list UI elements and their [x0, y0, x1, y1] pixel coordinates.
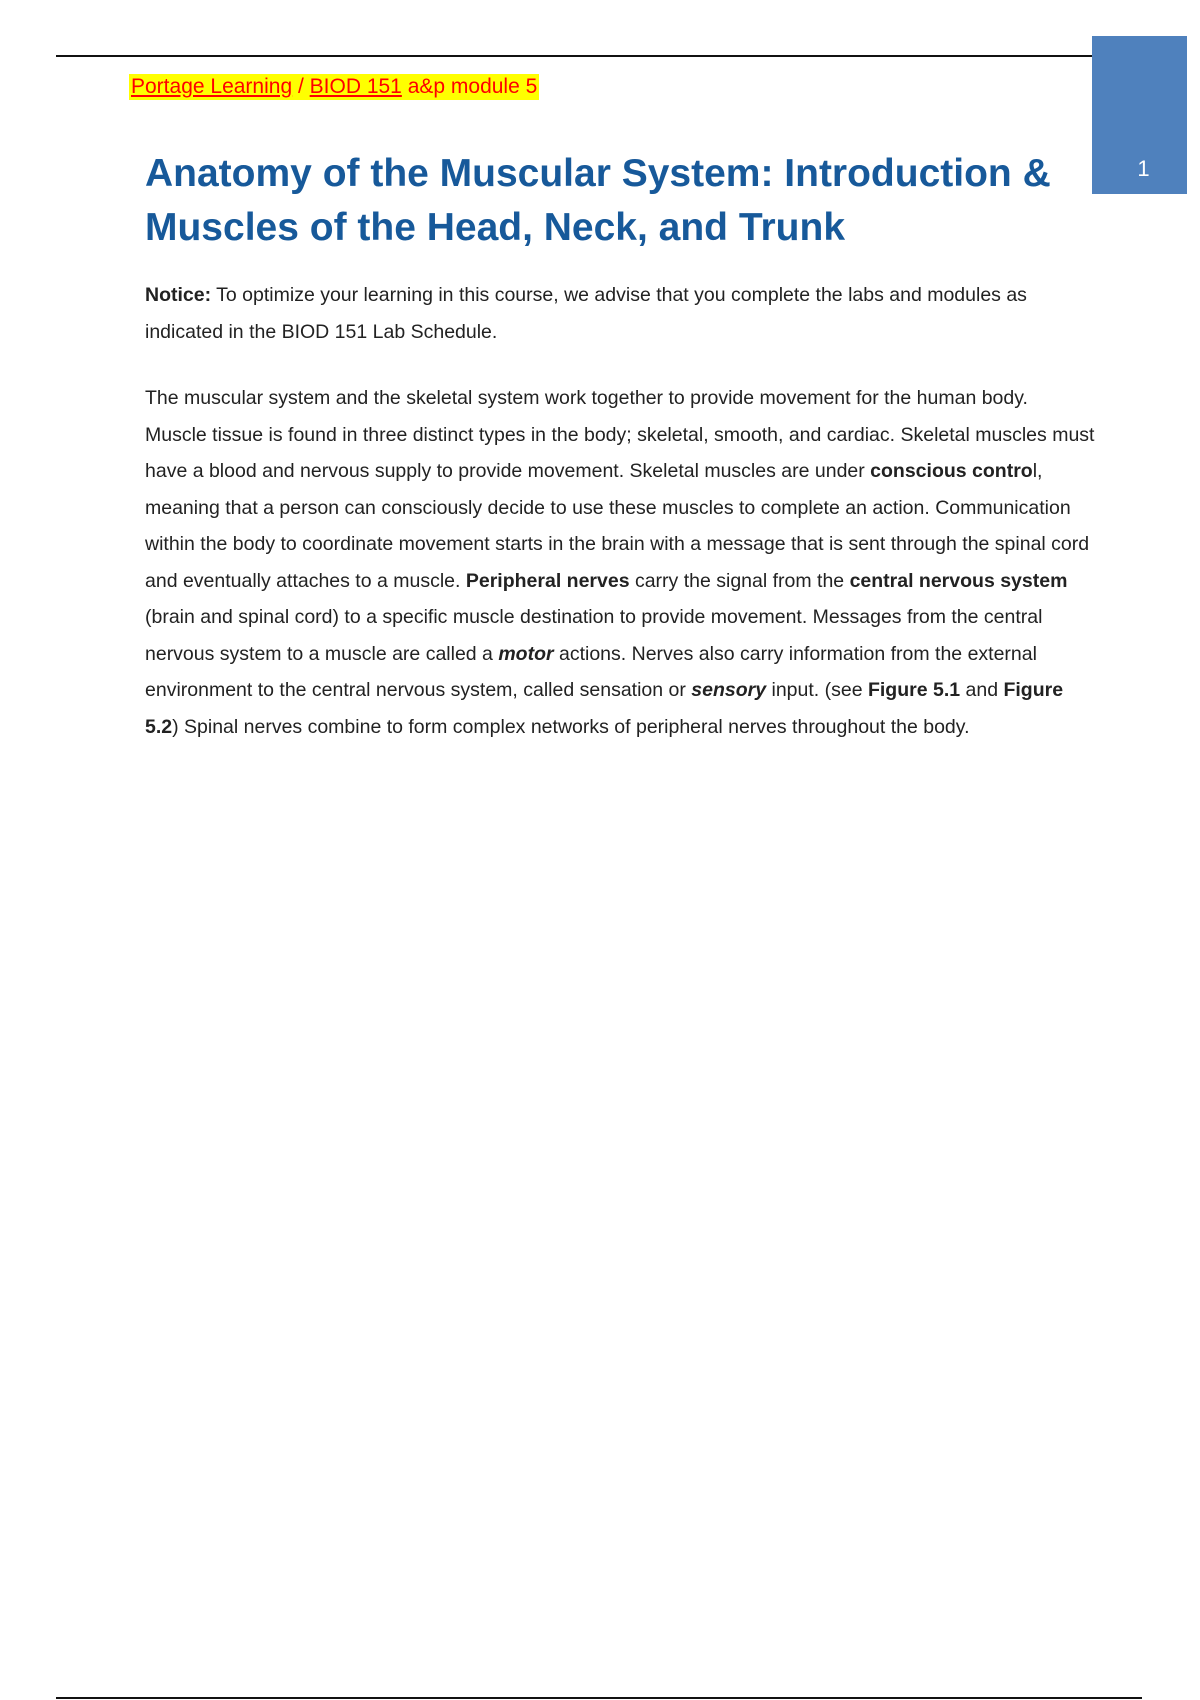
intro-text-5: actions. Nerves also carry information from the external environment to the central nervous system, called sensation or	[145, 642, 1037, 701]
intro-paragraph	[145, 380, 1095, 745]
breadcrumb-module-label: a&p module 5	[401, 75, 538, 98]
notice-paragraph	[145, 277, 1095, 350]
term-peripheral-nerves: Peripheral nerves	[465, 569, 630, 592]
page-title	[145, 147, 1095, 255]
figure-ref-5-1: Figure 5.1	[867, 679, 961, 701]
breadcrumb-separator: /	[292, 75, 310, 98]
term-motor: motor	[498, 642, 554, 665]
document-body	[145, 277, 1095, 745]
intro-text-6: input. (see	[766, 679, 868, 701]
header-rule	[56, 55, 1092, 57]
breadcrumb	[129, 74, 539, 100]
intro-text-1: The muscular system and the skeletal system work together to provide movement for the human body. Muscle tissue is found in three distinct types in the body; skeletal, smooth, and cardiac. Skeletal muscles must have a blood and nervous supply to provide movement. Skeletal muscles are under	[145, 387, 1095, 482]
breadcrumb-link-portage-learning[interactable]: Portage Learning	[131, 75, 293, 98]
intro-text-7: and	[960, 679, 1004, 701]
intro-text-3: carry the signal from the	[629, 569, 850, 592]
page-number: 1	[1137, 156, 1150, 181]
breadcrumb-link-biod-151[interactable]: BIOD 151	[309, 75, 402, 98]
notice-text: To optimize your learning in this course, we advise that you complete the labs and modules as indicated in the BIOD 151 Lab Schedule.	[145, 284, 1027, 343]
term-conscious-control: conscious contro	[870, 460, 1033, 482]
intro-text-4: (brain and spinal cord) to a specific muscle destination to provide movement. Messages from the central nervous system to a muscle are called a	[145, 606, 1043, 665]
footer-rule	[56, 1697, 1142, 1699]
page-title-line-2: Muscles of the Head, Neck, and Trunk	[145, 206, 846, 249]
figure-ref-5-2: Figure 5.2	[145, 679, 1064, 738]
page-number-tab	[1092, 36, 1187, 194]
intro-text-8: ) Spinal nerves combine to form complex networks of peripheral nerves throughout the body.	[172, 715, 970, 738]
term-central-nervous-system: central nervous system	[849, 569, 1068, 592]
term-sensory: sensory	[691, 679, 767, 701]
notice-label: Notice:	[145, 284, 212, 306]
intro-text-2: l, meaning that a person can consciously decide to use these muscles to complete an action. Communication within the body to coordinate movement starts in the brain with a message that is sent through the spinal cord and eventually attaches to a muscle.	[145, 460, 1090, 592]
page-title-line-1: Anatomy of the Muscular System: Introduction &	[145, 152, 1051, 195]
